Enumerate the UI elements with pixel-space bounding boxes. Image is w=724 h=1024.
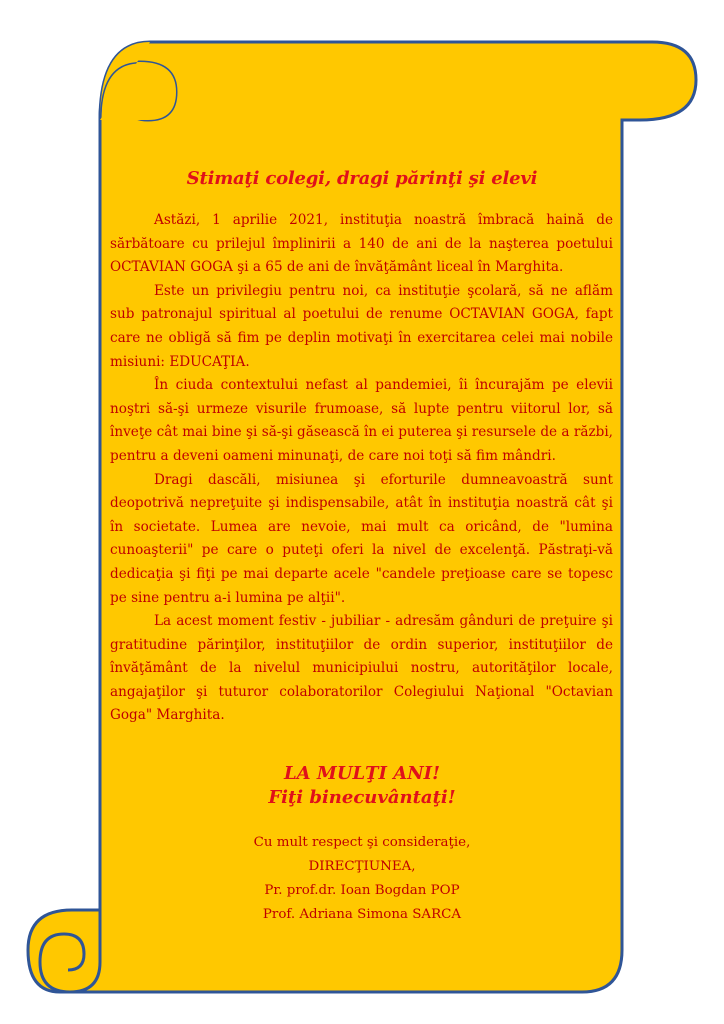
page-title: Stimaţi colegi, dragi părinţi şi elevi xyxy=(186,168,538,189)
signature-block xyxy=(100,831,624,927)
message-body xyxy=(110,209,613,728)
signature-line: Prof. Adriana Simona SARCA xyxy=(262,907,462,922)
paragraph: În ciuda contextului nefast al pandemiei, îi încurajăm pe elevii noştri să-şi urmeze visurile frumoase, să lupte pentru viitorul lor, să înveţe cât mai bine şi să-şi găsească în ei puterea şi resursele de a răzbi, pentru a deveni oameni minunaţi, de care noi toţi să fim mândri. xyxy=(110,377,613,464)
paragraph: La acest moment festiv - jubiliar - adresăm gânduri de preţuire şi gratitudine părinţilor, instituţiilor de ordin superior, instituţiilor de învăţământ de la nivelul municipiului nostru, autorităţilor locale, angajaţilor şi tuturor colaboratorilor Colegiului Naţional "Octavian Goga" Marghita. xyxy=(110,613,613,724)
signature-line: Pr. prof.dr. Ioan Bogdan POP xyxy=(264,883,460,898)
paragraph: Dragi dascăli, misiunea şi eforturile dumneavoastră sunt deopotrivă nepreţuite şi indispensabile, atât în instituţia noastră cât şi în societate. Lumea are nevoie, mai mult ca oricând, de "lumina cunoaşterii" pe care o puteţi oferi la nivel de excelenţă. Păstraţi-vă dedicaţia şi fiţi pe mai departe acele "candele preţioase care se topesc pe sine pentru a-i lumina pe alţii". xyxy=(110,471,613,606)
signature-line: Cu mult respect şi consideraţie, xyxy=(253,835,471,850)
paragraph: Este un privilegiu pentru noi, ca instituţie şcolară, să ne aflăm sub patronajul spiritual al poetului de renume OCTAVIAN GOGA, fapt care ne obligă să fim pe deplin motivaţi în exercitarea celei mai nobile misiuni: EDUCAŢIA. xyxy=(110,282,613,370)
paragraph: Astăzi, 1 aprilie 2021, instituţia noastră îmbracă haină de sărbătoare cu prilejul împlinirii a 140 de ani de la naşterea poetului OCTAVIAN GOGA şi a 65 de ani de învăţământ liceal în Marghita. xyxy=(110,212,613,276)
signature-line: DIRECŢIUNEA, xyxy=(308,859,416,874)
greeting xyxy=(100,762,624,810)
greeting-line: Fiţi binecuvântaţi! xyxy=(268,787,456,808)
greeting-line: LA MULŢI ANI! xyxy=(284,763,440,784)
